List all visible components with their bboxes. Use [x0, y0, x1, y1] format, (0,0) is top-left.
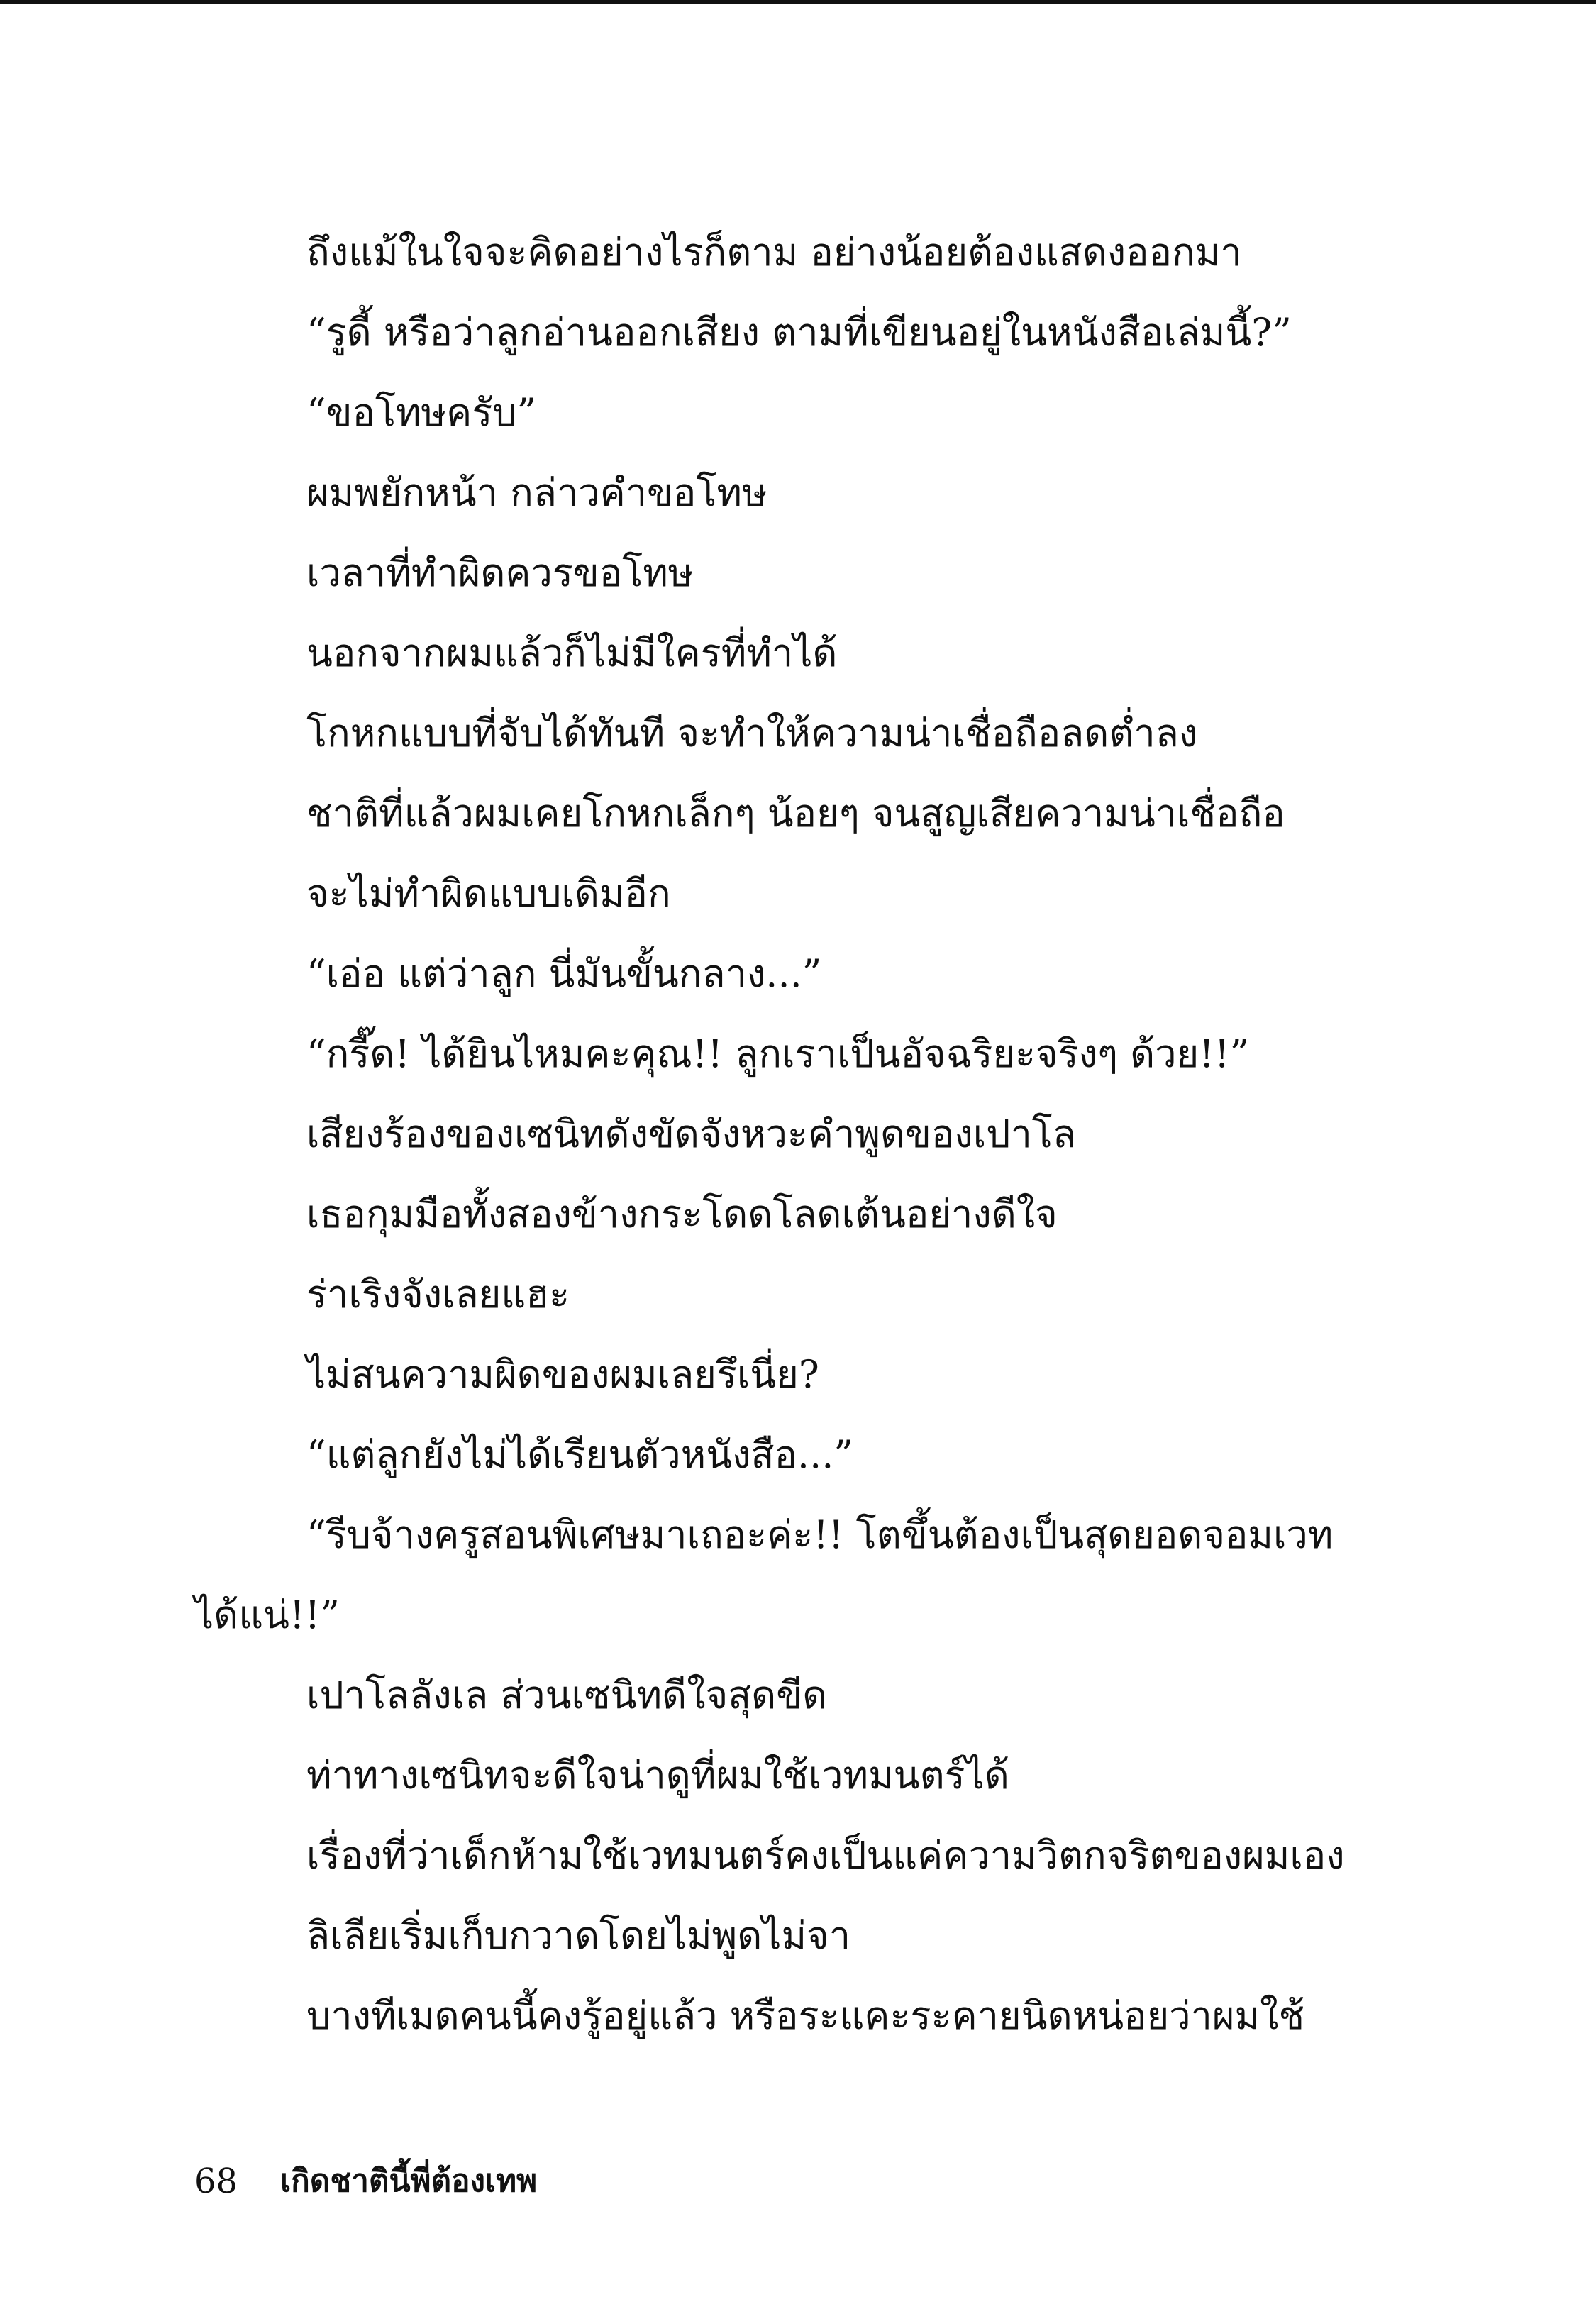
paragraph-6: นอกจากผมแล้วก็ไม่มีใครที่ทำได้ — [306, 631, 838, 675]
paragraph-19: ท่าทางเซนิทจะดีใจน่าดูที่ผมใช้เวทมนตร์ได้ — [306, 1753, 1009, 1798]
paragraph-21: ลิเลียเริ่มเก็บกวาดโดยไม่พูดไม่จา — [306, 1913, 851, 1958]
page-footer — [194, 2157, 537, 2206]
paragraph-22: บางทีเมดคนนี้คงรู้อยู่แล้ว หรือระแคะระคายนิดหน่อยว่าผมใช้ — [306, 1993, 1305, 2038]
paragraph-8: ชาติที่แล้วผมเคยโกหกเล็กๆ น้อยๆ จนสูญเสียความน่าเชื่อถือ — [306, 791, 1285, 836]
paragraph-10: “เอ่อ แต่ว่าลูก นี่มันขั้นกลาง...” — [306, 951, 822, 996]
paragraph-12: เสียงร้องของเซนิทดังขัดจังหวะคำพูดของเปาโล — [306, 1112, 1076, 1156]
paragraph-7: โกหกแบบที่จับได้ทันที จะทำให้ความน่าเชื่อถือลดต่ำลง — [306, 711, 1198, 755]
paragraph-3: “ขอโทษครับ” — [306, 390, 537, 435]
paragraph-16: “แต่ลูกยังไม่ได้เรียนตัวหนังสือ...” — [306, 1432, 854, 1477]
paragraph-11: “กรี๊ด! ได้ยินไหมคะคุณ!! ลูกเราเป็นอัจฉริยะจริงๆ ด้วย!!” — [306, 1031, 1250, 1076]
paragraph-5: เวลาที่ทำผิดควรขอโทษ — [306, 550, 694, 595]
paragraph-14: ร่าเริงจังเลยแฮะ — [306, 1272, 570, 1317]
paragraph-17-continuation: ได้แน่!!” — [194, 1593, 340, 1637]
paragraph-15: ไม่สนความผิดของผมเลยรึเนี่ย? — [306, 1352, 819, 1397]
paragraph-2: “รูดี้ หรือว่าลูกอ่านออกเสียง ตามที่เขียนอยู่ในหนังสือเล่มนี้?” — [306, 310, 1292, 355]
paragraph-1: ถึงแม้ในใจจะคิดอย่างไรก็ตาม อย่างน้อยต้องแสดงออกมา — [306, 230, 1242, 275]
paragraph-4: ผมพยักหน้า กล่าวคำขอโทษ — [306, 470, 767, 515]
paragraph-9: จะไม่ทำผิดแบบเดิมอีก — [306, 871, 671, 916]
page-number: 68 — [194, 2161, 238, 2201]
paragraph-20: เรื่องที่ว่าเด็กห้ามใช้เวทมนตร์คงเป็นแค่ความวิตกจริตของผมเอง — [306, 1833, 1345, 1878]
book-title: เกิดชาตินี้พี่ต้องเทพ — [280, 2163, 538, 2199]
paragraph-13: เธอกุมมือทั้งสองข้างกระโดดโลดเต้นอย่างดีใจ — [306, 1192, 1058, 1236]
paragraph-17: “รีบจ้างครูสอนพิเศษมาเถอะค่ะ!! โตขึ้นต้องเป็นสุดยอดจอมเวท — [306, 1512, 1334, 1557]
paragraph-18: เปาโลลังเล ส่วนเซนิทดีใจสุดขีด — [306, 1673, 828, 1717]
